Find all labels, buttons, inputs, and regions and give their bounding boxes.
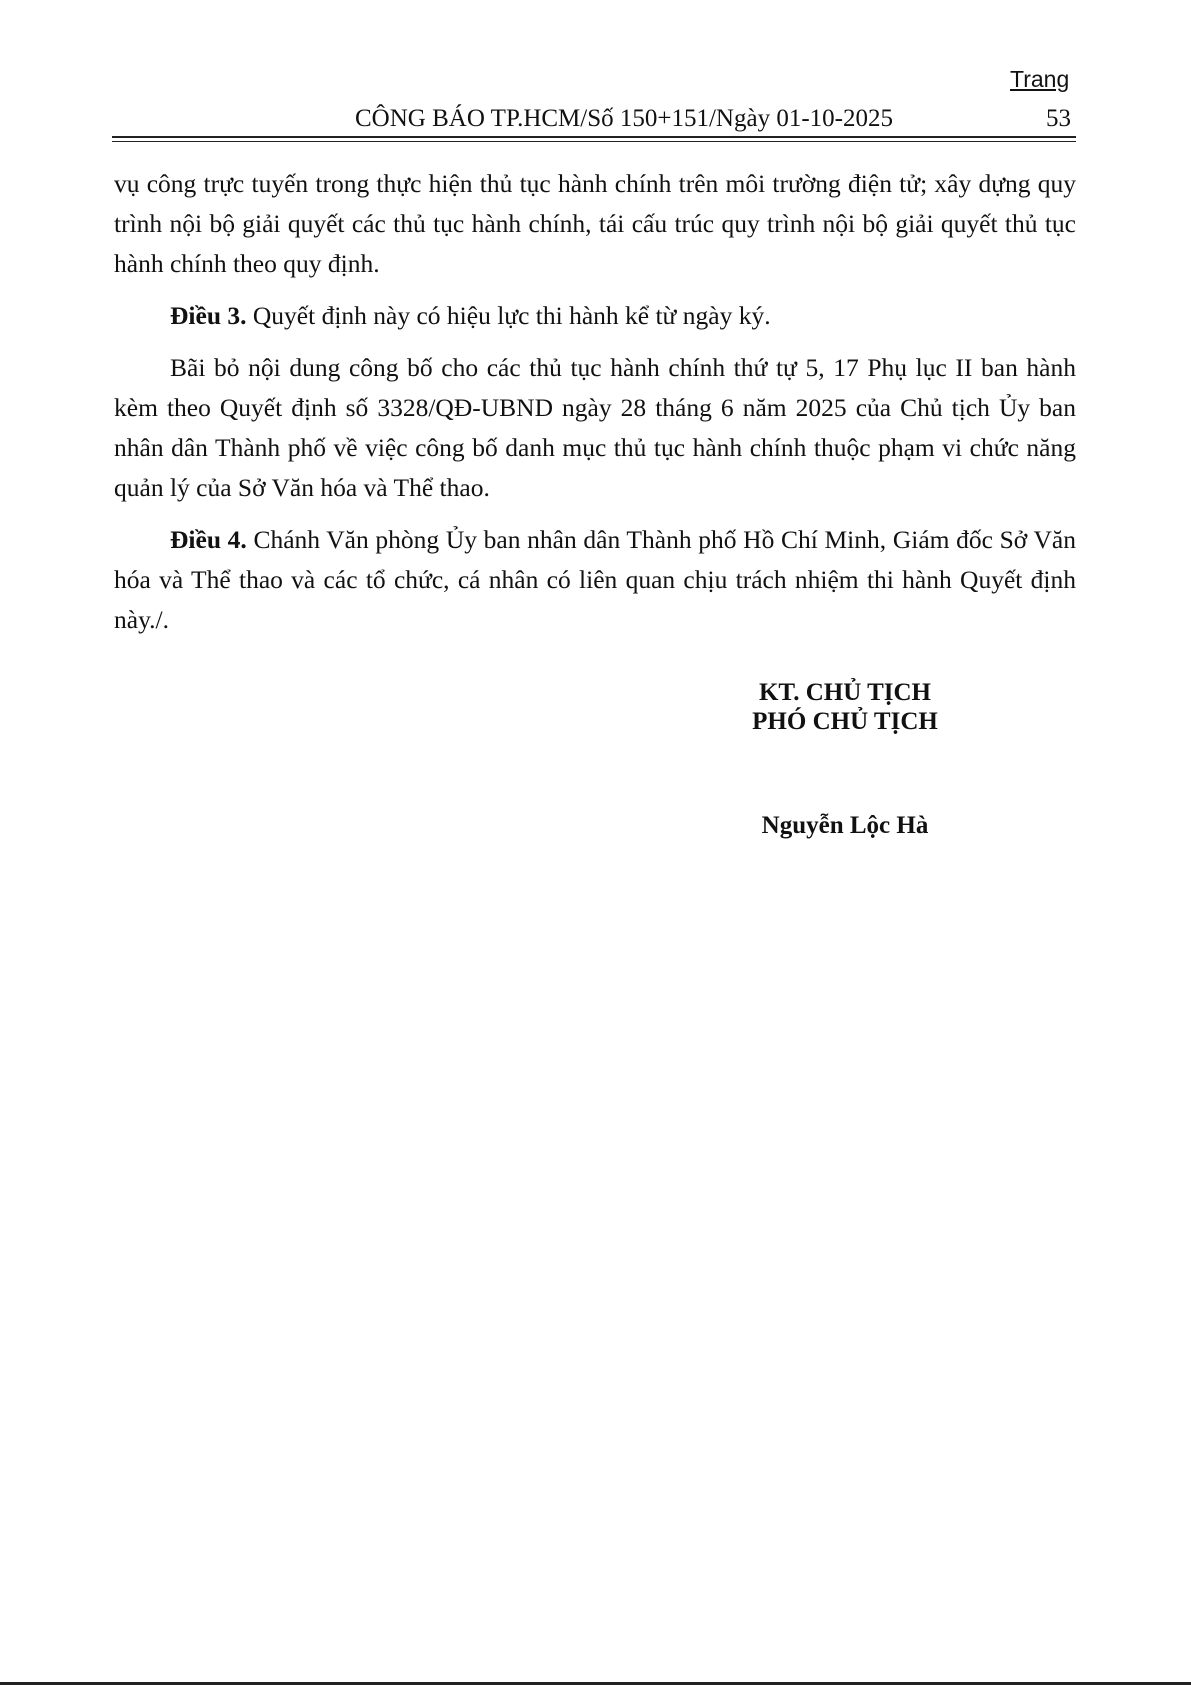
page-number: 53 [1046,105,1071,132]
paragraph-repeal: Bãi bỏ nội dung công bố cho các thủ tục hành chính thứ tự 5, 17 Phụ lục II ban hành kèm theo Quyết định số 3328/QĐ-UBND ngày 28 tháng 6 năm 2025 của Chủ tịch Ủy ban nhân dân Thành phố về việc công bố danh mục thủ tục hành chính thuộc phạm vi chức năng quản lý của Sở Văn hóa và Thể thao. [114,353,1076,502]
article-3 [114,296,1076,336]
article-4-label: Điều 4. [170,525,247,554]
signature-title-1: KT. CHỦ TỊCH [758,679,932,706]
document-body [114,164,1076,652]
signature-title-2: PHÓ CHỦ TỊCH [752,708,938,735]
article-4-text: Chánh Văn phòng Ủy ban nhân dân Thành phố Hồ Chí Minh, Giám đốc Sở Văn hóa và Thể thao và các tổ chức, cá nhân có liên quan chịu trách nhiệm thi hành Quyết định này./. [114,525,1076,634]
paragraph-continuation: vụ công trực tuyến trong thực hiện thủ tục hành chính trên môi trường điện tử; xây dựng quy trình nội bộ giải quyết các thủ tục hành chính, tái cấu trúc quy trình nội bộ giải quyết thủ tục hành chính theo quy định. [114,169,1076,278]
page-label: Trang [1010,66,1070,92]
header-rule-thick [112,136,1076,138]
article-4 [114,520,1076,640]
article-3-label: Điều 3. [170,301,247,330]
article-3-text: Quyết định này có hiệu lực thi hành kể từ ngày ký. [246,301,771,330]
signer-name: Nguyễn Lộc Hà [761,812,929,839]
header-rule-thin [112,141,1076,142]
running-title: CÔNG BÁO TP.HCM/Số 150+151/Ngày 01-10-2025 [355,105,893,132]
